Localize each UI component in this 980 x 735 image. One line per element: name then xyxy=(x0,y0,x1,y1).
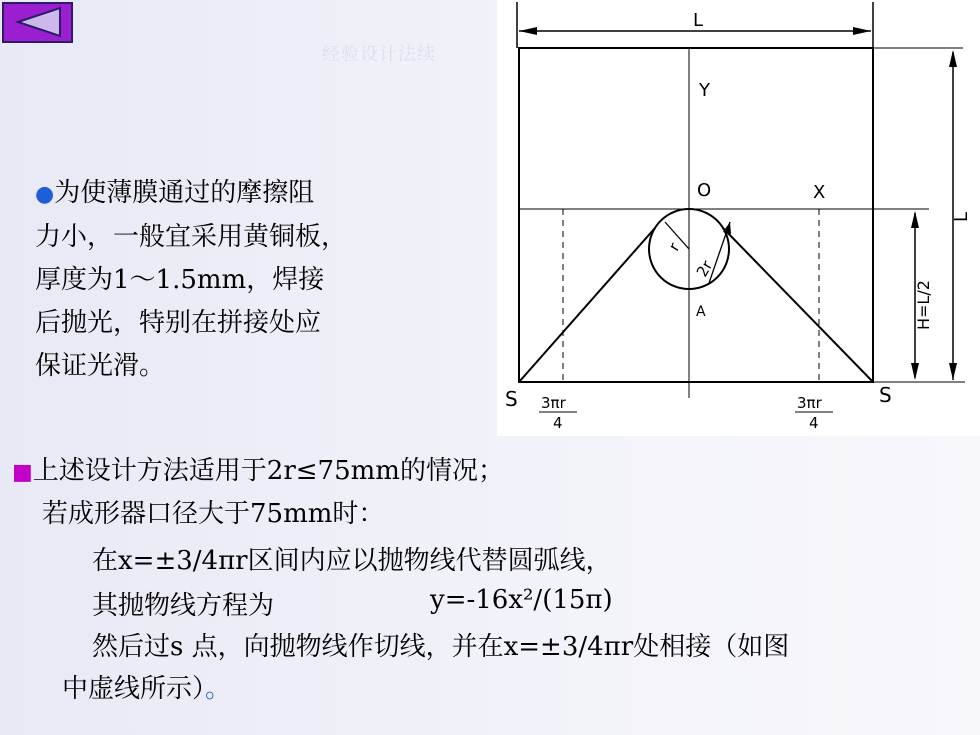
body-line-6 xyxy=(62,668,231,705)
height-label: H=L/2 xyxy=(914,280,933,330)
body-line-5: 然后过s 点，向抛物线作切线，并在x=±3/4πr处相接（如图 xyxy=(92,632,790,662)
fraction-numerator-left: 3πr xyxy=(541,394,566,412)
point-label-A: A xyxy=(696,304,706,320)
square-bullet-icon: ■ xyxy=(12,460,33,485)
fraction-numerator-right: 3πr xyxy=(797,394,822,412)
para-line: 力小，一般宜采用黄铜板， xyxy=(35,222,348,252)
para-line: 后抛光，特别在拼接处应 xyxy=(35,308,322,338)
origin-label-O: O xyxy=(697,180,712,201)
fraction-denominator-right: 4 xyxy=(809,414,819,432)
body-text: 中虚线所示） xyxy=(62,674,206,704)
parabola-equation: y=-16x²/(15π) xyxy=(430,585,613,615)
diameter-label: 2r xyxy=(692,257,717,280)
back-button[interactable] xyxy=(2,2,73,43)
para-line: 厚度为1～1.5mm，焊接 xyxy=(35,265,325,295)
diagram-svg xyxy=(497,0,980,436)
para-line: 为使薄膜通过的摩擦阻 xyxy=(54,178,315,208)
fraction-denominator-left: 4 xyxy=(553,414,563,432)
dim-label-L-right: L xyxy=(951,211,972,222)
left-paragraph xyxy=(35,172,455,388)
watermark: 经验设计法续 xyxy=(322,44,436,65)
period-mark: 。 xyxy=(205,674,232,704)
triangle-left-icon xyxy=(4,4,71,41)
point-label-S-right: S xyxy=(879,383,892,407)
body-text: 其抛物线方程为 xyxy=(92,591,275,621)
body-line-4 xyxy=(92,585,613,622)
dim-label-L-top: L xyxy=(693,10,704,31)
body-line-2: 若成形器口径大于75mm时： xyxy=(42,499,385,529)
axis-label-X: X xyxy=(813,182,826,203)
bullet-icon: ● xyxy=(35,182,55,207)
para-line: 保证光滑。 xyxy=(35,351,166,381)
radius-label: r xyxy=(664,239,684,254)
forming-diagram xyxy=(497,0,980,436)
body-line-3: 在x=±3/4πr区间内应以抛物线代替圆弧线， xyxy=(92,546,612,576)
axis-label-Y: Y xyxy=(699,80,710,101)
point-label-S-left: S xyxy=(505,387,518,411)
body-text: 上述设计方法适用于2r≤75mm的情况； xyxy=(32,456,504,486)
body-line-1 xyxy=(12,450,504,487)
